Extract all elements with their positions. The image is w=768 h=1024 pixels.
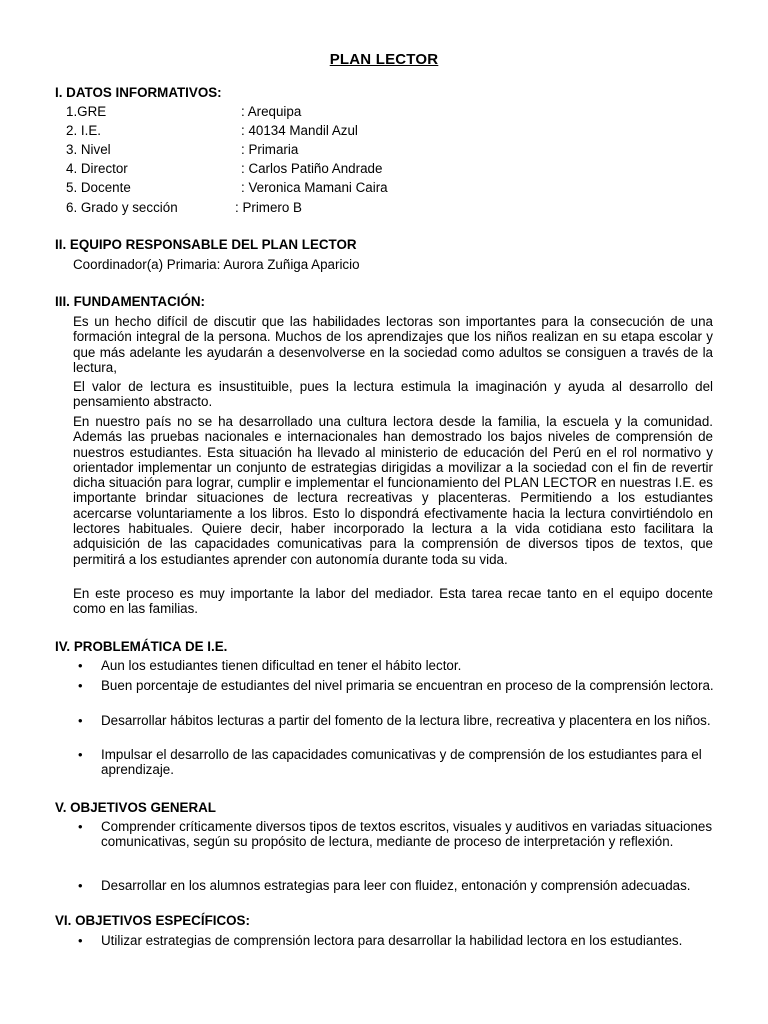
info-value: : Primaria <box>241 142 299 157</box>
info-value: : Veronica Mamani Caira <box>241 180 388 195</box>
info-value: : Primero B <box>235 200 302 215</box>
paragraph: En este proceso es muy importante la labor del mediador. Esta tarea recae tanto en el equipo docente como en las familias. <box>73 586 713 617</box>
document-title: PLAN LECTOR <box>329 51 439 68</box>
list-item-text: Impulsar el desarrollo de las capacidades comunicativas y de comprensión de los estudiantes para el aprendizaje. <box>101 747 702 778</box>
coordinator-line: Coordinador(a) Primaria: Aurora Zuñiga Aparicio <box>73 257 360 272</box>
bullet-icon: • <box>78 819 83 834</box>
bullet-icon: • <box>78 713 83 728</box>
list-item-text: Desarrollar en los alumnos estrategias para leer con fluidez, entonación y comprensión adecuadas. <box>101 878 691 893</box>
bullet-icon: • <box>78 747 83 762</box>
paragraph: El valor de lectura es insustituible, pues la lectura estimula la imaginación y ayuda al desarrollo del pensamiento abstracto. <box>73 379 713 410</box>
list-item-text: Buen porcentaje de estudiantes del nivel primaria se encuentran en proceso de la comprensión lectora. <box>101 678 714 693</box>
bullet-icon: • <box>78 658 83 673</box>
info-label: 1.GRE <box>66 104 107 119</box>
section-equipo-heading: II. EQUIPO RESPONSABLE DEL PLAN LECTOR <box>55 237 357 252</box>
bullet-icon: • <box>78 678 83 693</box>
info-value: : Carlos Patiño Andrade <box>241 161 383 176</box>
section-fundamentacion-heading: III. FUNDAMENTACIÓN: <box>55 294 206 309</box>
section-objetivo-general-heading: V. OBJETIVOS GENERAL <box>55 800 216 815</box>
info-label: 2. I.E. <box>66 123 101 138</box>
list-item-text: Comprender críticamente diversos tipos de textos escritos, visuales y auditivos en variadas situaciones comunicativas, según su propósito de lectura, mediante de proceso de interpretación y reflexión. <box>101 819 713 850</box>
info-label: 6. Grado y sección <box>66 200 178 215</box>
paragraph: Es un hecho difícil de discutir que las habilidades lectoras son importantes para la consecución de una formación integral de la persona. Muchos de los aprendizajes que los niños realizan en su etapa escolar y que más adelante les ayudarán a desenvolverse en la sociedad como adultos se consiguen a través de la lectura, <box>73 314 713 375</box>
section-datos-heading: I. DATOS INFORMATIVOS: <box>55 85 222 100</box>
section-objetivos-especificos-heading: VI. OBJETIVOS ESPECÍFICOS: <box>55 913 250 928</box>
list-item-text: Desarrollar hábitos lecturas a partir del fomento de la lectura libre, recreativa y placentera en los niños. <box>101 713 711 728</box>
bullet-icon: • <box>78 878 83 893</box>
paragraph: En nuestro país no se ha desarrollado una cultura lectora desde la familia, la escuela y la comunidad. Además las pruebas nacionales e internacionales han demostrado los bajos niveles de comprensión de nuestros estudiantes. Esta situación ha llevado al ministerio de educación del Perú en el rol normativo y orientador implementar un conjunto de estrategias dirigidas a movilizar a la sociedad con el fin de revertir dicha situación para lograr, cumplir e implementar el funcionamiento del PLAN LECTOR en nuestras I.E. es importante brindar situaciones de lectura recreativas y placenteras. Permitiendo a los estudiantes acercarse voluntariamente a los libros. Esto lo dispondrá efectivamente hacia la lectura convirtiéndolo en lectores habituales. Quiere decir, haber incorporado la lectura a la vida cotidiana esto facilitara la adquisición de las capacidades comunicativas para la comprensión de diversos tipos de textos, que permitirá a los estudiantes aprender con autonomía durante toda su vida. <box>73 414 713 567</box>
info-value: : Arequipa <box>241 104 302 119</box>
info-value: : 40134 Mandil Azul <box>241 123 358 138</box>
list-item-text: Utilizar estrategias de comprensión lectora para desarrollar la habilidad lectora en los estudiantes. <box>101 933 683 948</box>
info-label: 3. Nivel <box>66 142 111 157</box>
info-label: 4. Director <box>66 161 128 176</box>
section-problematica-heading: IV. PROBLEMÁTICA DE I.E. <box>55 639 228 654</box>
list-item-text: Aun los estudiantes tienen dificultad en tener el hábito lector. <box>101 658 462 673</box>
info-label: 5. Docente <box>66 180 131 195</box>
bullet-icon: • <box>78 933 83 948</box>
